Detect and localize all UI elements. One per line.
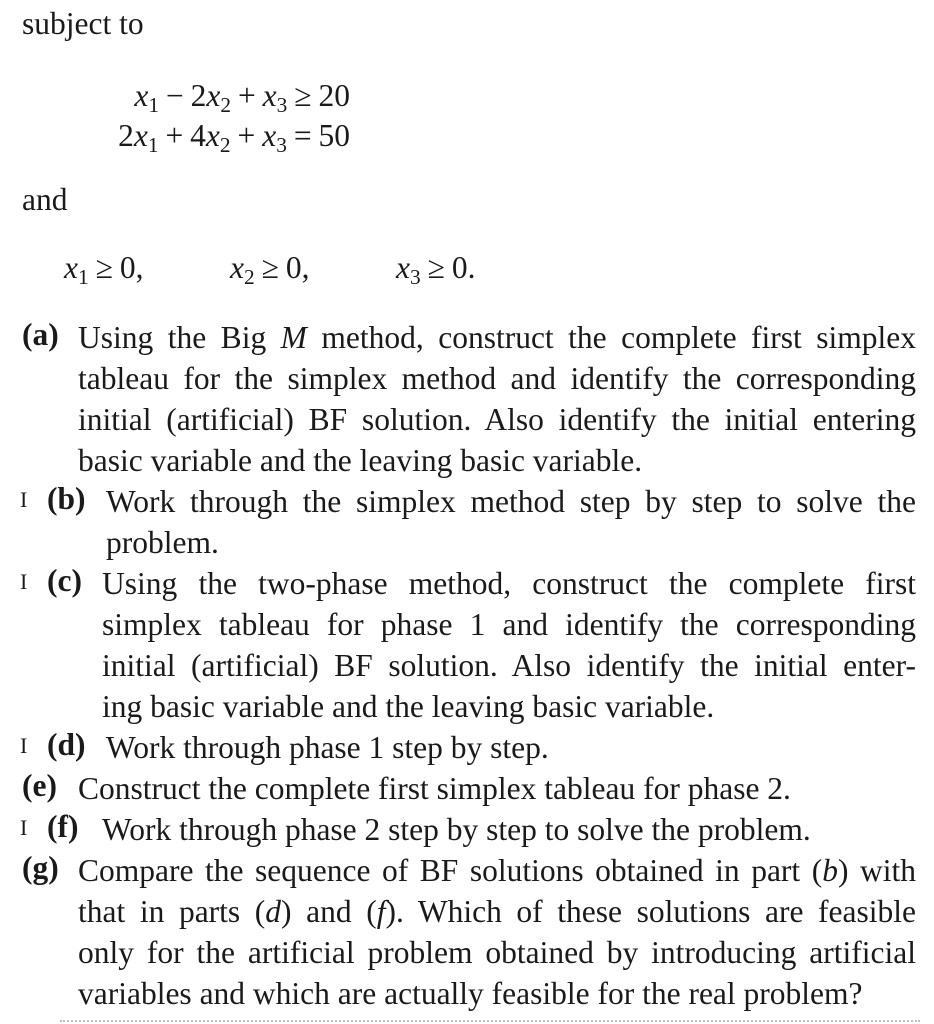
text-line: simplex tableau for phase 1 and identify the corresponding: [102, 607, 916, 642]
interactive-marker: I: [20, 569, 28, 594]
part-c: [0, 563, 934, 727]
part-a: [0, 317, 934, 481]
nonneg-3: $x_3 \ge 0$.: [396, 250, 476, 289]
text-line: that in parts (d) and (f). Which of these solutions are feasible: [78, 894, 916, 929]
connector-text: and: [22, 182, 68, 217]
part-g: [0, 850, 934, 1014]
part-text: [102, 563, 916, 727]
part-label: (g): [22, 850, 59, 885]
part-label: (f): [47, 809, 79, 844]
text-line: tableau for the simplex method and identify the corresponding: [78, 361, 916, 396]
constraint-1: $x_1 - 2x_2 + x_3 \ge 20$: [134, 78, 350, 117]
part-label: (e): [22, 768, 57, 803]
part-text: [102, 809, 916, 850]
part-text: [106, 481, 916, 563]
text-line: Using the two-phase method, construct the complete first: [102, 566, 916, 601]
cropped-next-line: [60, 1018, 920, 1024]
text-line: Work through phase 1 step by step.: [106, 730, 549, 765]
part-text: [78, 317, 916, 481]
part-label: (d): [47, 727, 86, 762]
text-line: Using the Big M method, construct the complete first simplex: [78, 320, 916, 355]
constraint-2: $2x_1 + 4x_2 + x_3 = 50$: [118, 118, 350, 157]
text-line: basic variable and the leaving basic variable.: [78, 443, 643, 478]
part-d: [0, 727, 934, 768]
interactive-marker: I: [20, 487, 28, 512]
part-e: [0, 768, 934, 809]
nonneg-1: $x_1 \ge 0$,: [64, 250, 144, 289]
text-line: initial (artificial) BF solution. Also identify the initial enter-: [102, 648, 916, 683]
text-line: Compare the sequence of BF solutions obtained in part (b) with: [78, 853, 916, 888]
constraint-block: [60, 78, 350, 158]
text-line: Construct the complete first simplex tableau for phase 2.: [78, 771, 791, 806]
interactive-marker: I: [20, 733, 28, 758]
part-label: (c): [47, 563, 82, 598]
text-line: ing basic variable and the leaving basic variable.: [102, 689, 715, 724]
text-line: Work through the simplex method step by step to solve the: [106, 484, 916, 519]
text-line: Work through phase 2 step by step to solve the problem.: [102, 812, 811, 847]
part-text: [106, 727, 916, 768]
part-f: [0, 809, 934, 850]
part-text: [78, 850, 916, 1014]
text-line: variables and which are actually feasible for the real problem?: [78, 976, 863, 1011]
part-label: (a): [22, 317, 59, 352]
part-text: [78, 768, 916, 809]
part-label: (b): [47, 481, 86, 516]
text-line: initial (artificial) BF solution. Also identify the initial entering: [78, 402, 916, 437]
part-b: [0, 481, 934, 563]
nonneg-2: $x_2 \ge 0$,: [230, 250, 310, 289]
text-line: only for the artificial problem obtained by introducing artificial: [78, 935, 916, 970]
intro-text: subject to: [22, 6, 144, 41]
interactive-marker: I: [20, 815, 28, 840]
text-line: problem.: [106, 525, 219, 560]
